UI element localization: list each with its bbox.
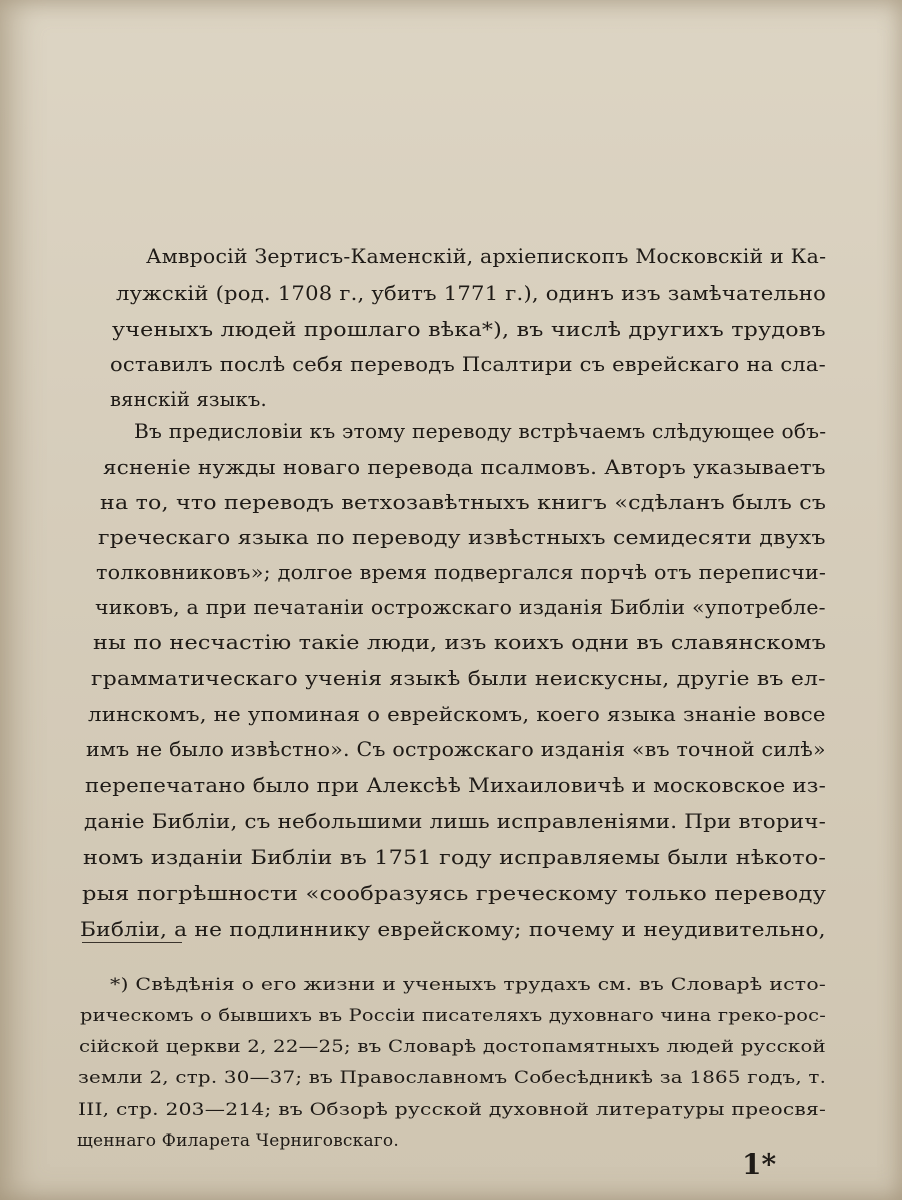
text-line: Библіи, а не подлиннику еврейскому; почему и неудивительно, bbox=[80, 918, 826, 941]
text-line: рыя погрѣшности «сообразуясь греческому только переводу bbox=[82, 882, 827, 905]
text-line: греческаго языка по переводу извѣстныхъ семидесяти двухъ bbox=[98, 526, 826, 549]
text-line: лужскій (род. 1708 г., убитъ 1771 г.), одинъ изъ замѣчательно bbox=[116, 282, 827, 305]
footnote-line: рическомъ о бывшихъ въ Россіи писателяхъ духовнаго чина греко-рос- bbox=[80, 1006, 827, 1026]
footnote-line: III, стр. 203—214; въ Обзорѣ русской духовной литературы преосвя- bbox=[78, 1100, 827, 1120]
text-line: линскомъ, не упоминая о еврейскомъ, коего языка знаніе вовсе bbox=[88, 703, 826, 726]
text-line: перепечатано было при Алексѣѣ Михаиловичѣ и московское из- bbox=[85, 774, 827, 797]
footnote-line: *) Свѣдѣнія о его жизни и ученыхъ трудахъ см. въ Словарѣ исто- bbox=[110, 975, 827, 995]
text-line: оставилъ послѣ себя переводъ Псалтири съ еврейскаго на сла- bbox=[110, 353, 826, 376]
page-signature: 1* bbox=[742, 1148, 777, 1181]
text-line: грамматическаго ученія языкѣ были неискусны, другіе въ ел- bbox=[91, 667, 826, 690]
text-line: Въ предисловіи къ этому переводу встрѣчаемъ слѣдующее объ- bbox=[134, 420, 827, 443]
text-line: ясненіе нужды новаго перевода псалмовъ. Авторъ указываетъ bbox=[103, 456, 826, 479]
text-line: ученыхъ людей прошлаго вѣка*), въ числѣ другихъ трудовъ bbox=[112, 318, 826, 341]
text-line: даніе Библіи, съ небольшими лишь исправленіями. При вторич- bbox=[84, 810, 827, 833]
text-line: имъ не было извѣстно». Съ острожскаго изданія «въ точной силѣ» bbox=[86, 738, 826, 761]
text-line: вянскій языкъ. bbox=[110, 388, 267, 411]
text-line: Амвросій Зертисъ-Каменскій, архіепископъ Московскій и Ка- bbox=[146, 245, 827, 268]
text-line: толковниковъ»; долгое время подвергался порчѣ отъ переписчи- bbox=[96, 561, 827, 584]
footnote-line: земли 2, стр. 30—37; въ Православномъ Собесѣдникѣ за 1865 годъ, т. bbox=[78, 1068, 827, 1088]
text-line: номъ изданіи Библіи въ 1751 году исправляемы были нѣкото- bbox=[83, 846, 827, 869]
footnote-line: сійской церкви 2, 22—25; въ Словарѣ достопамятныхъ людей русской bbox=[79, 1037, 826, 1057]
text-line: чиковъ, а при печатаніи острожскаго изданія Библіи «употребле- bbox=[95, 596, 826, 619]
bleed-through-text bbox=[120, 20, 820, 52]
footnote-rule bbox=[82, 942, 182, 943]
text-line: ны по несчастію такіе люди, изъ коихъ одни въ славянскомъ bbox=[93, 631, 827, 654]
text-line: на то, что переводъ ветхозавѣтныхъ книгъ «сдѣланъ былъ съ bbox=[100, 491, 827, 514]
footnote-line: щеннаго Филарета Черниговскаго. bbox=[77, 1131, 399, 1151]
